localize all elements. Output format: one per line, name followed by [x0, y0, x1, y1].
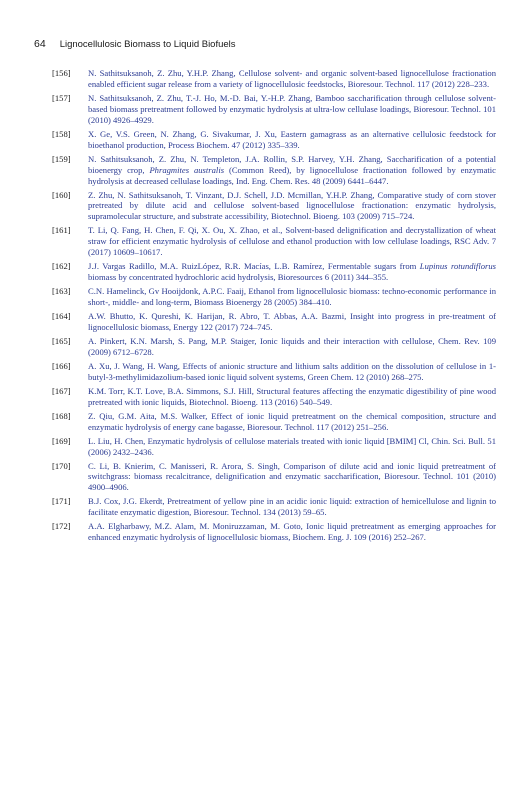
reference-number: [164]: [52, 311, 71, 322]
reference-item[interactable]: [52, 286, 496, 308]
reference-number: [165]: [52, 335, 71, 346]
reference-item[interactable]: [52, 496, 496, 518]
reference-item[interactable]: [52, 336, 496, 358]
reference-number: [167]: [52, 385, 71, 396]
reference-item[interactable]: [52, 225, 496, 258]
reference-number: [161]: [52, 225, 71, 236]
reference-number: [172]: [52, 521, 71, 532]
reference-number: [171]: [52, 496, 71, 507]
reference-text: A. Xu, J. Wang, H. Wang, Effects of anionic structure and lithium salts addition on the dissolution of cellulose in 1-butyl-3-methylimidazolium-based ionic liquid solvent systems, Green Chem. 12 (2010) 268–275.: [88, 360, 496, 382]
page-number: 64: [34, 38, 46, 50]
reference-text-end: biomass by concentrated hydrochloric acid hydrolysis, Bioresources 6 (2011) 344–355.: [88, 272, 389, 283]
reference-item[interactable]: [52, 386, 496, 408]
reference-text-end: (Common Reed), by lignocellulose fractionation followed by enzymatic hydrolysis at decreased cellulase loadings, Ind. Eng. Chem. Res. 48 (2009) 6441–6447.: [88, 164, 496, 186]
reference-number: [162]: [52, 261, 71, 272]
reference-item[interactable]: [52, 154, 496, 187]
reference-number: [168]: [52, 410, 71, 421]
reference-item[interactable]: [52, 521, 496, 543]
reference-number: [160]: [52, 189, 71, 200]
reference-text-start: N. Sathitsuksanoh, Z. Zhu, N. Templeton, J.A. Rollin, S.P. Harvey, Y.H. Zhang, Saccharification of a potential bioenergy crop,: [88, 153, 496, 175]
running-title: Lignocellulosic Biomass to Liquid Biofuels: [59, 39, 236, 50]
reference-text: A. Pinkert, K.N. Marsh, S. Pang, M.P. Staiger, Ionic liquids and their interaction with cellulose, Chem. Rev. 109 (2009) 6712–6728.: [88, 335, 496, 357]
reference-number: [170]: [52, 460, 71, 471]
page-header: [34, 38, 497, 52]
reference-text: Z. Zhu, N. Sathitsuksanoh, T. Vinzant, D.J. Schell, J.D. Mcmillan, Y.H.P. Zhang, Comparative study of corn stover pretreated by dilute acid and cellulose solvent-based lignocellulose fractionation: enzymatic hydrolysis, supramolecular structure, and substrate accessibility, Biotechnol. Bioeng. 103 (2009) 715–724.: [88, 189, 496, 222]
reference-item[interactable]: [52, 261, 496, 283]
reference-text: A.W. Bhutto, K. Qureshi, K. Harijan, R. Abro, T. Abbas, A.A. Bazmi, Insight into progress in pre-treatment of lignocellulosic biomass, Energy 122 (2017) 724–745.: [88, 311, 496, 333]
reference-text: T. Li, Q. Fang, H. Chen, F. Qi, X. Ou, X. Zhao, et al., Solvent-based delignification and decrystallization of wheat straw for efficient enzymatic hydrolysis of cellulose and ethanol production with low cellulase loadings, RSC Adv. 7 (2017) 10609–10617.: [88, 225, 496, 258]
reference-item[interactable]: [52, 93, 496, 126]
reference-text: L. Liu, H. Chen, Enzymatic hydrolysis of cellulose materials treated with ionic liquid [BMIM] Cl, Chin. Sci. Bull. 51 (2006) 2432–2436.: [88, 435, 496, 457]
reference-item[interactable]: [52, 411, 496, 433]
reference-number: [157]: [52, 92, 71, 103]
reference-text: [88, 154, 496, 186]
reference-item[interactable]: [52, 311, 496, 333]
reference-text: X. Ge, V.S. Green, N. Zhang, G. Sivakumar, J. Xu, Eastern gamagrass as an alternative cellulosic feedstock for bioethanol production, Process Biochem. 47 (2012) 335–339.: [88, 128, 496, 150]
reference-number: [169]: [52, 435, 71, 446]
reference-text: K.M. Torr, K.T. Love, B.A. Simmons, S.J. Hill, Structural features affecting the enzymatic digestibility of pine wood pretreated with ionic liquids, Biotechnol. Bioeng. 113 (2016) 540–549.: [88, 385, 496, 407]
reference-list: [52, 68, 496, 546]
reference-number: [159]: [52, 153, 71, 164]
reference-item[interactable]: [52, 461, 496, 494]
reference-item[interactable]: [52, 129, 496, 151]
reference-text: C.N. Hamelinck, Gv Hooijdonk, A.P.C. Faaij, Ethanol from lignocellulosic biomass: techno-economic performance in short-, middle- and long-term, Biomass Bioenergy 28 (2005) 384–410.: [88, 286, 496, 308]
reference-number: [158]: [52, 128, 71, 139]
species-name: Lupinus rotundiflorus: [419, 261, 496, 272]
species-name: Phragmites australis: [149, 164, 225, 175]
reference-item[interactable]: [52, 190, 496, 223]
reference-text: Z. Qiu, G.M. Aita, M.S. Walker, Effect of ionic liquid pretreatment on the chemical composition, structure and enzymatic hydrolysis of energy cane bagasse, Bioresour. Technol. 117 (2012) 251–256.: [88, 410, 496, 432]
reference-text: C. Li, B. Knierim, C. Manisseri, R. Arora, S. Singh, Comparison of dilute acid and ionic liquid pretreatment of switchgrass: biomass recalcitrance, delignification and enzymatic saccharification, Bioresour. Technol. 101 (2010) 4900–4906.: [88, 460, 496, 493]
reference-text: A.A. Elgharbawy, M.Z. Alam, M. Moniruzzaman, M. Goto, Ionic liquid pretreatment as emerging approaches for enhanced enzymatic hydrolysis of lignocellulosic biomass, Biochem. Eng. J. 109 (2016) 252–267.: [88, 521, 496, 543]
reference-text: B.J. Cox, J.G. Ekerdt, Pretreatment of yellow pine in an acidic ionic liquid: extraction of hemicellulose and lignin to facilitate enzymatic digestion, Bioresour. Technol. 134 (2013) 59–65.: [88, 496, 496, 518]
reference-item[interactable]: [52, 68, 496, 90]
reference-item[interactable]: [52, 436, 496, 458]
reference-number: [156]: [52, 68, 71, 78]
reference-number: [166]: [52, 360, 71, 371]
reference-text: N. Sathitsuksanoh, Z. Zhu, T.-J. Ho, M.-D. Bai, Y.-H.P. Zhang, Bamboo saccharification through cellulose solvent-based biomass pretreatment followed by enzymatic hydrolysis at ultra-low cellulase loadings, Bioresour. Technol. 101 (2010) 4926–4929.: [88, 92, 496, 125]
reference-number: [163]: [52, 286, 71, 297]
reference-text: [88, 261, 496, 282]
reference-text: N. Sathitsuksanoh, Z. Zhu, Y.H.P. Zhang, Cellulose solvent- and organic solvent-based lignocellulose fractionation enabled efficient sugar release from a variety of lignocellulosic feedstocks, Bioresour. Technol. 117 (2012) 228–233.: [88, 68, 496, 89]
reference-item[interactable]: [52, 361, 496, 383]
reference-text-start: J.J. Vargas Radillo, M.A. RuizLópez, R.R. Macías, L.B. Ramírez, Fermentable sugars from: [88, 261, 420, 272]
